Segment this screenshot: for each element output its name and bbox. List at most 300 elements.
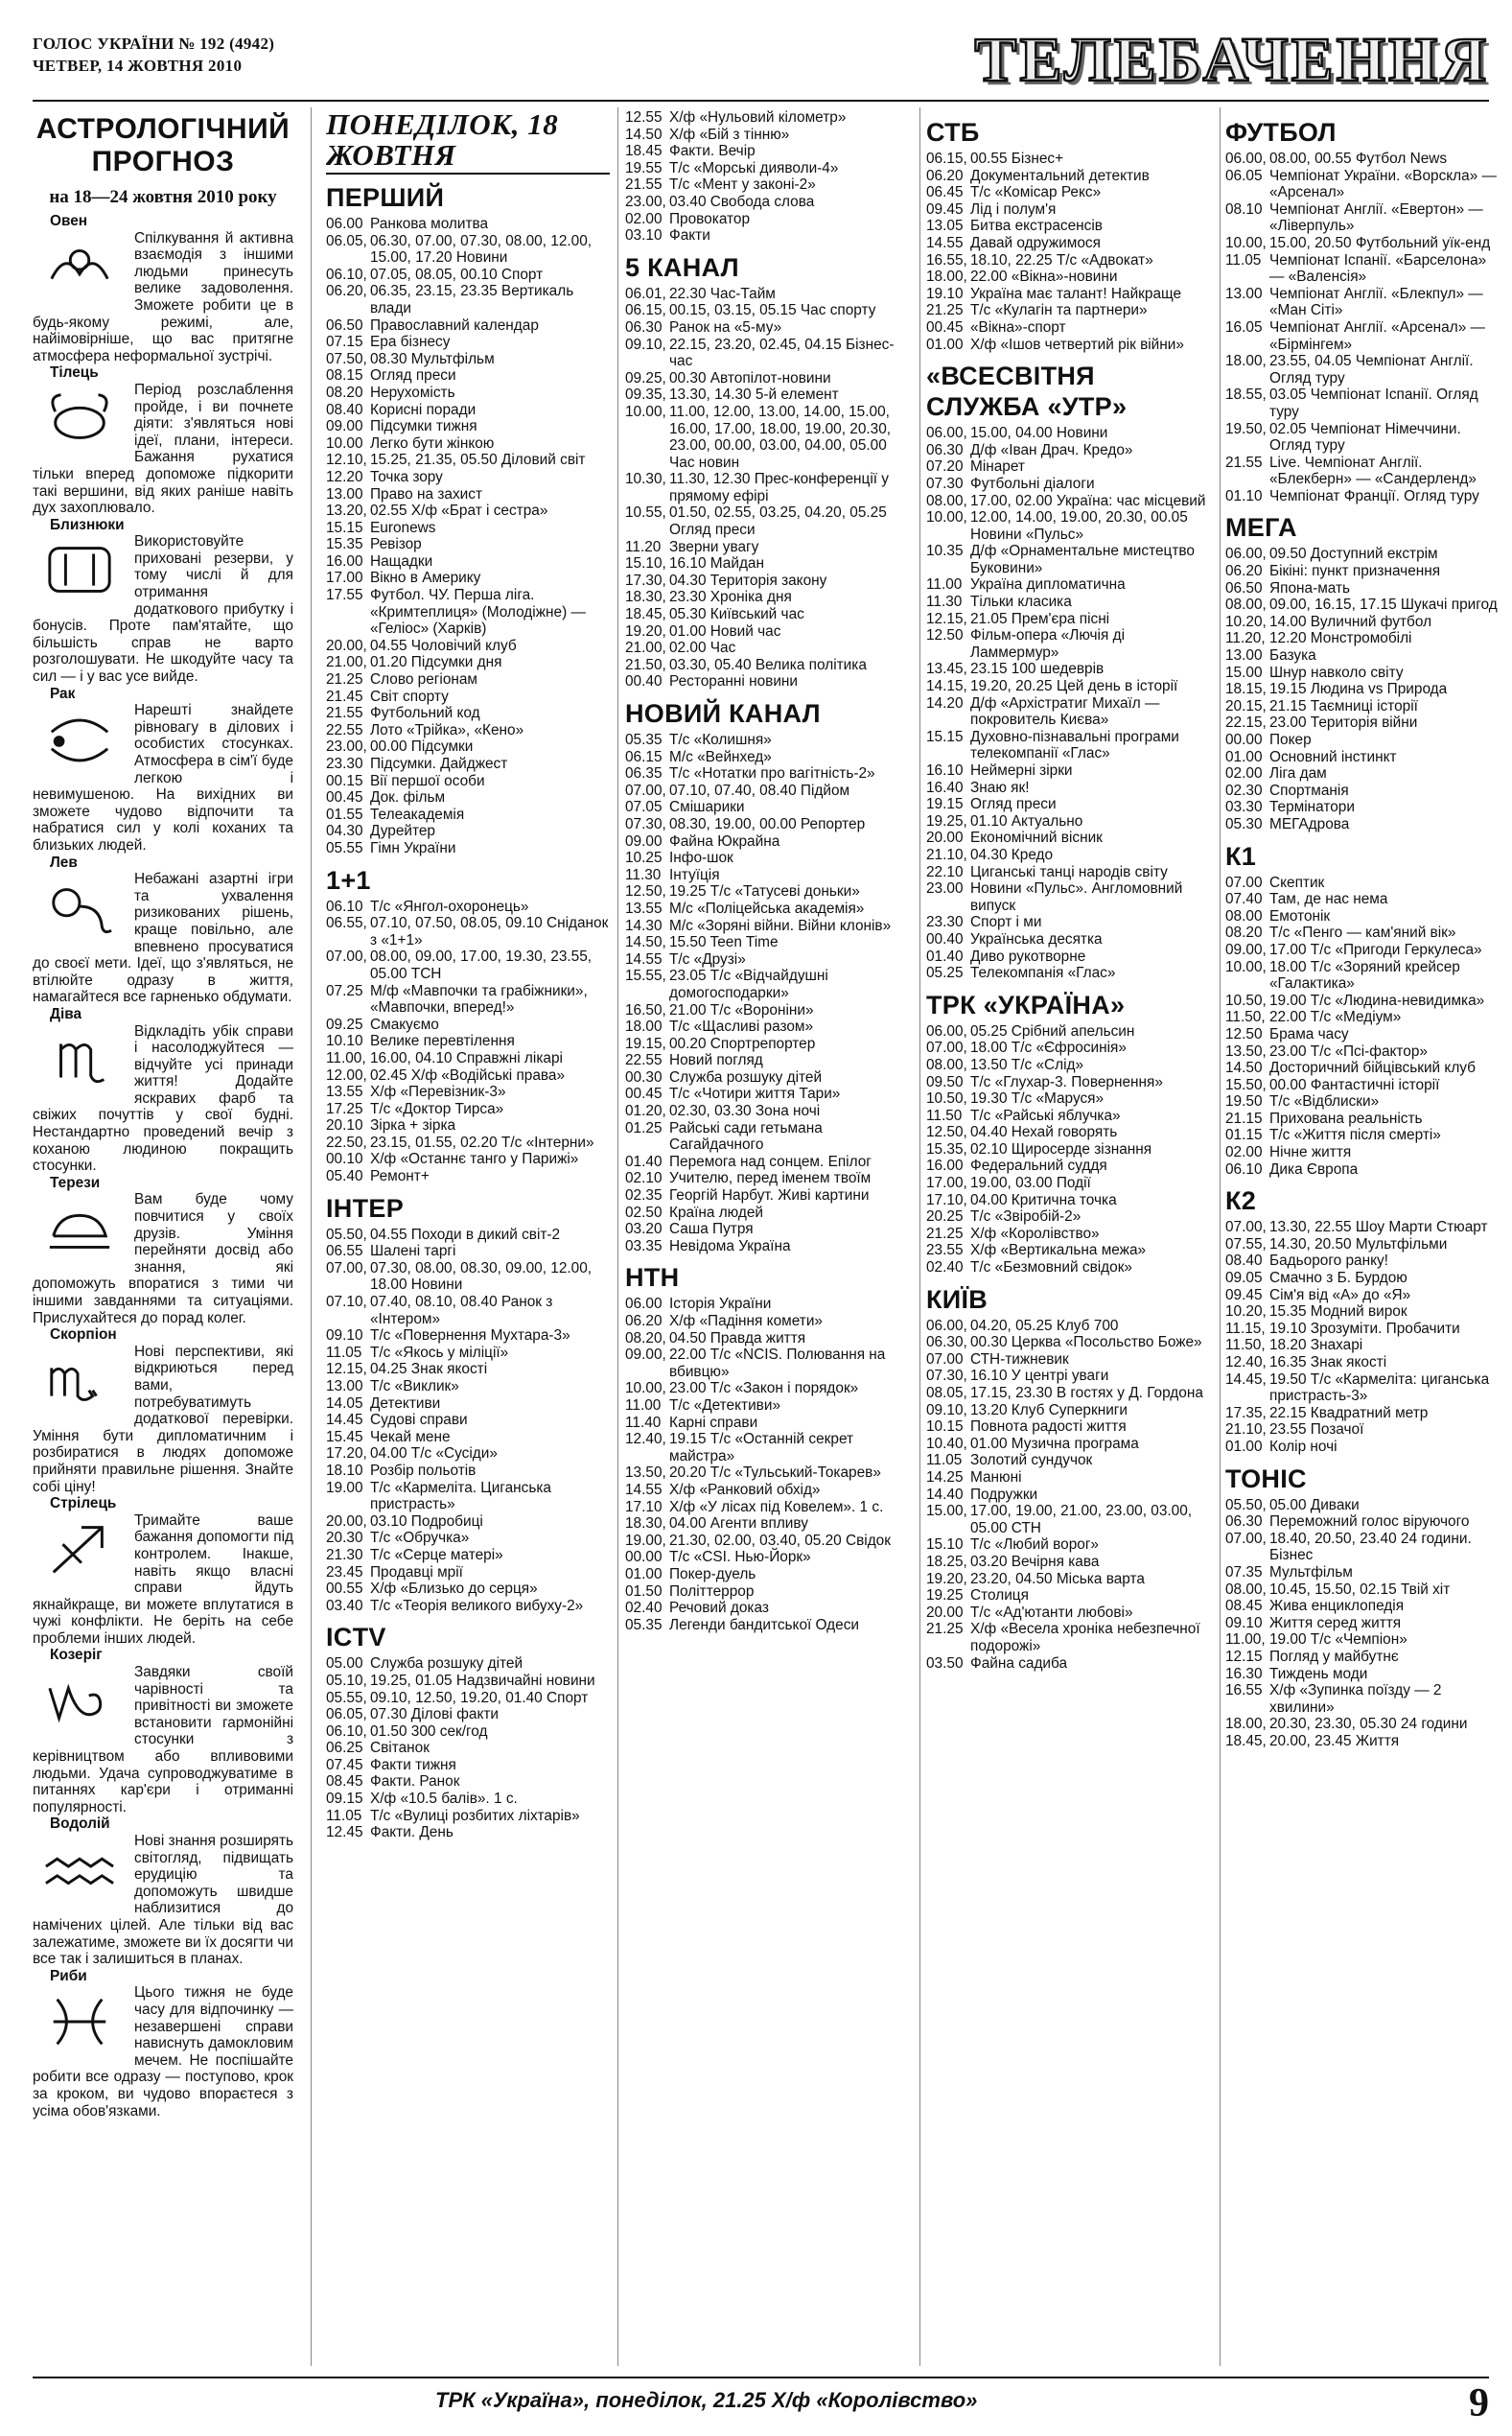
- program-time: 10.00: [326, 434, 363, 452]
- program-title: Неймерні зірки: [970, 762, 1073, 779]
- program-entry: [625, 850, 913, 867]
- program-entry: [1225, 799, 1498, 816]
- channel-list: [1225, 117, 1498, 1749]
- program-title: Повнота радості життя: [970, 1418, 1127, 1436]
- program-entry: [326, 1067, 610, 1085]
- program-time: 11.50,: [1225, 1009, 1266, 1026]
- program-time: 15.55,: [625, 968, 666, 985]
- zodiac-sign: [33, 213, 293, 364]
- program-title: Т/с «Доктор Тирса»: [370, 1100, 504, 1117]
- program-time: 08.20,: [625, 1329, 666, 1347]
- program-entry: [625, 816, 913, 833]
- program-time: 11.00,: [326, 1049, 366, 1066]
- program-entry: [326, 949, 610, 982]
- program-entry: [625, 1549, 913, 1566]
- zodiac-forecast: Нові перспективи, які відкриються перед вами, потребуватимуть додаткової перевірки. Уміння бути дипломатичним і розбиратися в людях допоможе прийняти правильне рішення. Знайте собі ціну!: [33, 1343, 293, 1495]
- program-time: 02.00: [625, 210, 663, 227]
- program-time: 09.35,: [625, 386, 666, 404]
- zodiac-sign: [33, 686, 293, 855]
- program-time: 15.15: [326, 519, 363, 536]
- program-entry: [926, 286, 1214, 303]
- program-title: 22.30 Час-Тайм: [669, 285, 776, 302]
- program-entry: [326, 435, 610, 453]
- program-time: 21.00,: [326, 654, 367, 671]
- program-entry: [625, 1347, 913, 1380]
- program-time: 23.45: [326, 1563, 363, 1581]
- program-title: 19.25 Т/с «Татусеві доньки»: [669, 883, 860, 901]
- program-time: 01.00: [1225, 748, 1263, 765]
- program-time: 21.30: [326, 1546, 363, 1563]
- program-entry: [326, 807, 610, 824]
- program-entry: [1225, 1236, 1498, 1253]
- program-title: 02.30, 03.30 Зона ночі: [669, 1103, 821, 1120]
- program-entry: [926, 337, 1214, 354]
- program-title: 18.40, 20.50, 23.40 24 години. Бізнес: [1269, 1530, 1472, 1564]
- program-entry: [326, 536, 610, 553]
- program-time: 00.00: [625, 1549, 663, 1566]
- program-entry: [926, 780, 1214, 797]
- program-time: 06.50: [1225, 579, 1263, 597]
- program-entry: [1225, 201, 1498, 235]
- astrology-column: [33, 109, 293, 2354]
- program-entry: [926, 1023, 1214, 1041]
- program-title: Давай одружимося: [970, 234, 1101, 251]
- program-entry: [1225, 1161, 1498, 1179]
- program-entry: [326, 1690, 610, 1707]
- program-entry: [926, 476, 1214, 493]
- program-title: Райські сади гетьмана Сагайдачного: [669, 1119, 823, 1154]
- program-entry: [926, 168, 1214, 185]
- program-time: 09.45: [926, 200, 964, 218]
- program-entry: [1225, 1219, 1498, 1236]
- program-entry: [625, 1120, 913, 1154]
- program-entry: [926, 1536, 1214, 1554]
- program-title: Т/с «Друзі»: [669, 950, 746, 968]
- day-heading: ПОНЕДІЛОК, 18 ЖОВТНЯ: [326, 109, 610, 175]
- program-title: Погляд у майбутнє: [1269, 1648, 1399, 1665]
- program-entry: [326, 705, 610, 722]
- program-entry: [1225, 1371, 1498, 1405]
- program-title: Інтуїція: [669, 866, 720, 883]
- program-entry: [926, 1604, 1214, 1622]
- program-time: 02.10: [625, 1170, 663, 1187]
- program-title: Факти. Ранок: [370, 1773, 460, 1791]
- program-title: 09.10, 12.50, 19.20, 01.40 Спорт: [370, 1689, 589, 1706]
- program-time: 03.50: [926, 1654, 964, 1672]
- channel-name: ФУТБОЛ: [1225, 118, 1337, 147]
- program-time: 13.00: [1225, 647, 1263, 665]
- program-time: 06.55: [326, 1243, 363, 1260]
- program-time: 18.30,: [625, 589, 666, 606]
- program-entry: [926, 1368, 1214, 1385]
- program-title: 01.10 Актуально: [970, 812, 1083, 830]
- program-entry: [1225, 488, 1498, 505]
- program-title: Факти. Вечір: [669, 143, 756, 160]
- program-time: 14.05: [326, 1394, 363, 1412]
- program-title: Ремонт+: [370, 1168, 430, 1185]
- program-time: 14.40: [926, 1486, 964, 1503]
- program-title: 17.00, 02.00 Україна: час місцевий: [970, 492, 1206, 509]
- program-entry: [625, 589, 913, 606]
- program-title: Основний інстинкт: [1269, 748, 1397, 765]
- program-title: 02.10 Щиросерде зізнання: [970, 1140, 1152, 1158]
- program-entry: [1225, 1009, 1498, 1026]
- zodiac-sign-name: Терези: [50, 1174, 101, 1191]
- program-title: 22.00 Т/с «NCIS. Полювання на вбивцю»: [669, 1347, 886, 1380]
- program-title: Футбольні діалоги: [970, 475, 1095, 492]
- program-time: 11.00,: [1225, 1631, 1266, 1649]
- program-entry: [326, 1084, 610, 1101]
- program-time: 07.40: [1225, 891, 1263, 908]
- program-entry: [326, 1547, 610, 1564]
- program-title: Факти тижня: [370, 1756, 456, 1773]
- program-time: 06.30,: [926, 1334, 967, 1351]
- program-title: 19.20, 20.25 Цей день в історії: [970, 678, 1178, 695]
- program-title: Тільки класика: [970, 594, 1072, 611]
- program-entry: [625, 1313, 913, 1330]
- program-time: 10.50,: [926, 1090, 967, 1108]
- program-title: Циганські танці народів світу: [970, 863, 1168, 880]
- program-entry: [926, 880, 1214, 914]
- program-time: 07.00,: [625, 782, 666, 799]
- program-time: 10.55,: [625, 504, 666, 522]
- channel-name: 1+1: [326, 865, 371, 895]
- program-time: 09.05: [1225, 1270, 1263, 1287]
- program-entry: [926, 1334, 1214, 1351]
- program-title: Т/с «Пенго — кам'яний вік»: [1269, 925, 1456, 942]
- program-time: 19.20,: [625, 622, 666, 640]
- program-entry: [625, 623, 913, 641]
- program-time: 05.00: [326, 1655, 363, 1673]
- program-time: 12.10,: [326, 452, 367, 469]
- program-time: 17.55: [326, 587, 363, 604]
- program-title: 02.55 Х/ф «Брат і сестра»: [370, 503, 548, 520]
- program-title: Судові справи: [370, 1412, 468, 1429]
- program-title: Світанок: [370, 1740, 430, 1757]
- program-entry: [326, 1395, 610, 1413]
- program-time: 13.00: [1225, 285, 1263, 302]
- program-title: Х/ф «Зупинка поїзду — 2 хвилини»: [1269, 1682, 1442, 1716]
- program-entry: [1225, 1405, 1498, 1422]
- program-title: Українська десятка: [970, 930, 1103, 948]
- program-time: 10.35: [926, 543, 964, 560]
- program-time: 06.45: [926, 184, 964, 201]
- program-title: 16.35 Знак якості: [1269, 1354, 1387, 1370]
- program-entry: [926, 1259, 1214, 1277]
- program-entry: [625, 1515, 913, 1533]
- program-entry: [326, 469, 610, 486]
- program-title: Жива енциклопедія: [1269, 1598, 1405, 1615]
- program-entry: [326, 1135, 610, 1152]
- program-entry: [625, 555, 913, 573]
- program-entry: [625, 673, 913, 691]
- program-time: 21.00,: [625, 640, 666, 657]
- program-time: 09.00,: [1225, 941, 1267, 958]
- zodiac-forecast: Спілкування й активна взаємодія з іншими людьми принесуть велике задоволення. Зможете робити це в будь-якому режимі, але, найімовірніше, що вас притягне атмосфера неформальної зустрічі.: [33, 229, 293, 364]
- program-entry: [326, 1598, 610, 1615]
- program-entry: [926, 678, 1214, 695]
- taurus-icon: [33, 384, 127, 455]
- program-title: Скептик: [1269, 874, 1325, 891]
- program-title: Фільм-опера «Лючія ді Ламмермур»: [970, 627, 1125, 661]
- program-title: Речовий доказ: [669, 1600, 769, 1617]
- channel-list: [625, 109, 913, 1633]
- program-entry: [926, 1469, 1214, 1487]
- program-time: 12.15,: [326, 1361, 367, 1378]
- program-entry: [926, 302, 1214, 319]
- program-title: 04.00 Агенти впливу: [669, 1515, 808, 1533]
- program-time: 18.10: [326, 1462, 363, 1479]
- program-title: Колір ночі: [1269, 1438, 1338, 1455]
- program-title: 23.00 Т/с «Закон і порядок»: [669, 1380, 859, 1397]
- program-entry: [625, 918, 913, 935]
- program-title: 16.10 Майдан: [669, 555, 764, 573]
- program-time: 05.50,: [1225, 1496, 1267, 1513]
- program-title: 19.30 Т/с «Маруся»: [970, 1090, 1105, 1108]
- program-entry: [1225, 1111, 1498, 1128]
- program-entry: [625, 1397, 913, 1415]
- program-time: 06.15,: [625, 302, 666, 319]
- program-entry: [926, 493, 1214, 510]
- program-entry: [326, 1513, 610, 1531]
- program-title: Т/с «Нотатки про вагітність-2»: [669, 765, 875, 783]
- program-title: Велике перевтілення: [370, 1033, 515, 1050]
- program-time: 11.20: [625, 538, 662, 555]
- program-title: Т/с «Чотири життя Тари»: [669, 1086, 841, 1103]
- zodiac-sign: [33, 1326, 293, 1495]
- program-time: 07.00,: [1225, 1530, 1267, 1547]
- cancer-icon: [33, 704, 127, 775]
- program-title: Україна дипломатична: [970, 576, 1126, 594]
- program-time: 06.10: [326, 898, 363, 915]
- program-title: 04.00 Критична точка: [970, 1191, 1117, 1208]
- program-time: 12.50: [926, 627, 964, 644]
- program-entry: [1225, 1253, 1498, 1270]
- zodiac-sign: [33, 1006, 293, 1175]
- program-entry: [625, 404, 913, 471]
- program-entry: [1225, 1026, 1498, 1043]
- program-time: 21.10,: [926, 846, 967, 863]
- program-entry: [1225, 732, 1498, 749]
- program-entry: [625, 194, 913, 211]
- issue-number: ГОЛОС УКРАЇНИ № 192 (4942): [33, 35, 275, 53]
- program-entry: [326, 452, 610, 469]
- program-entry: [625, 1170, 913, 1187]
- program-title: Футбол. ЧУ. Перша ліга. «Кримтеплиця» (Молодіжне) — «Геліос» (Харків): [370, 587, 586, 638]
- program-title: Ера бізнесу: [370, 334, 451, 351]
- program-time: 01.00: [625, 1565, 663, 1582]
- program-title: Х/ф «Весела хроніка небезпечної подорожі»: [970, 1621, 1200, 1654]
- program-time: 19.25,: [926, 812, 967, 830]
- program-entry: [1225, 1581, 1498, 1599]
- channel-name: ТОНІС: [1225, 1464, 1307, 1493]
- program-title: Православний календар: [370, 316, 539, 334]
- program-entry: [1225, 319, 1498, 353]
- program-entry: [1225, 908, 1498, 925]
- program-time: 07.00: [1225, 874, 1263, 891]
- zodiac-forecast: Завдяки своїй чарівності та привітності ви зможете встановити гармонійні стосунки з керівництвом або впливовими людьми. Удача супроводжуватиме в питаннях кар'єри і отриманні популярності.: [33, 1664, 293, 1815]
- program-time: 07.50,: [326, 350, 367, 367]
- program-time: 10.50,: [1225, 992, 1267, 1009]
- program-time: 14.50: [625, 126, 663, 143]
- program-entry: [1225, 1093, 1498, 1111]
- program-entry: [1225, 959, 1498, 993]
- channel-name: КИЇВ: [926, 1284, 989, 1314]
- program-time: 14.20: [926, 694, 964, 712]
- program-time: 14.30: [625, 917, 663, 934]
- program-entry: [326, 283, 610, 316]
- program-entry: [326, 1327, 610, 1345]
- program-title: М/с «Вейнхед»: [669, 748, 772, 765]
- program-time: 17.00: [326, 570, 363, 587]
- program-entry: [926, 695, 1214, 729]
- program-entry: [926, 458, 1214, 476]
- program-entry: [926, 1192, 1214, 1209]
- program-entry: [326, 689, 610, 706]
- program-title: 23.15, 01.55, 02.20 Т/с «Інтерни»: [370, 1134, 594, 1151]
- program-time: 06.00,: [1225, 151, 1267, 167]
- column-divider: [1220, 107, 1221, 2366]
- zodiac-sign-name: Близнюки: [50, 516, 125, 533]
- program-entry: [625, 1187, 913, 1205]
- program-entry: [926, 762, 1214, 780]
- program-entry: [926, 1621, 1214, 1654]
- program-title: 18.10, 22.25 Т/с «Адвокат»: [970, 251, 1153, 269]
- program-entry: [1225, 749, 1498, 766]
- program-time: 06.00,: [926, 1022, 967, 1040]
- program-time: 19.50,: [1225, 420, 1267, 437]
- program-time: 21.25: [926, 1621, 964, 1638]
- program-time: 06.20: [926, 167, 964, 184]
- program-title: Док. фільм: [370, 789, 446, 807]
- program-time: 14.50,: [625, 934, 666, 951]
- program-title: Лото «Трійка», «Кено»: [370, 721, 524, 738]
- program-time: 09.10,: [926, 1401, 967, 1418]
- program-title: М/ф «Мавпочки та грабіжники», «Мавпочки, вперед!»: [370, 982, 588, 1017]
- program-title: Легко бути жінкою: [370, 434, 495, 452]
- program-title: Х/ф «У лісах під Ковелем». 1 с.: [669, 1498, 884, 1515]
- program-time: 11.05: [326, 1344, 362, 1361]
- program-entry: [1225, 875, 1498, 892]
- program-time: 05.10,: [326, 1672, 367, 1689]
- program-time: 16.00: [926, 1158, 964, 1175]
- zodiac-sign: [33, 1495, 293, 1647]
- program-entry: [926, 235, 1214, 252]
- program-time: 06.55,: [326, 915, 367, 932]
- program-entry: [625, 386, 913, 404]
- program-entry: [326, 1655, 610, 1673]
- program-time: 17.20,: [326, 1445, 367, 1463]
- program-entry: [1225, 1354, 1498, 1371]
- program-time: 11.05: [326, 1807, 362, 1824]
- program-title: Т/с «Звіробій-2»: [970, 1208, 1082, 1226]
- program-time: 13.55: [326, 1084, 363, 1101]
- program-title: 00.55 Бізнес+: [970, 151, 1064, 167]
- program-time: 09.45: [1225, 1286, 1263, 1303]
- program-time: 20.00,: [326, 637, 367, 654]
- program-title: Підсумки тижня: [370, 418, 477, 435]
- program-time: 17.10,: [926, 1191, 967, 1208]
- program-entry: [625, 227, 913, 245]
- program-title: 21.00 Т/с «Вороніни»: [669, 1001, 814, 1019]
- program-title: 01.50 300 сек/год: [370, 1722, 488, 1740]
- program-title: 05.25 Срібний апельсин: [970, 1022, 1135, 1040]
- program-entry: [1225, 993, 1498, 1010]
- zodiac-sign-name: Діва: [50, 1005, 82, 1022]
- page-number: 9: [1469, 2381, 1489, 2425]
- program-title: 08.00, 00.55 Футбол News: [1269, 151, 1448, 167]
- program-entry: [625, 657, 913, 674]
- program-entry: [625, 539, 913, 556]
- program-title: Тиждень моди: [1269, 1665, 1368, 1682]
- program-entry: [926, 1385, 1214, 1402]
- program-title: Телекомпанія «Глас»: [970, 965, 1116, 982]
- program-title: 21.30, 02.00, 03.40, 05.20 Свідок: [669, 1532, 891, 1549]
- program-title: Смачно з Б. Бурдою: [1269, 1270, 1407, 1287]
- program-title: Точка зору: [370, 468, 443, 485]
- program-time: 23.30: [926, 914, 964, 931]
- program-title: 04.20, 05.25 Клуб 700: [970, 1317, 1119, 1334]
- program-entry: [326, 1050, 610, 1067]
- program-time: 11.50: [926, 1107, 963, 1124]
- program-title: 20.00, 23.45 Життя: [1269, 1732, 1400, 1749]
- program-title: Т/с «Обручка»: [370, 1530, 470, 1547]
- program-title: Саша Путря: [669, 1221, 754, 1238]
- zodiac-forecast: Вам буде чому повчитися у своїх друзів. Уміння перейняти досвід або знання, які допоможуть впоратися з тими чи іншими завданнями та ситуаціями. Прислухайтеся до порад колег.: [33, 1191, 293, 1326]
- program-time: 00.00: [1225, 732, 1263, 748]
- program-entry: [926, 576, 1214, 594]
- program-title: Т/с «Кармеліта. Циганська пристрасть»: [370, 1479, 551, 1513]
- program-title: 20.30, 23.30, 05.30 24 години: [1269, 1716, 1468, 1733]
- program-title: Чемпіонат Франції. Огляд туру: [1269, 487, 1479, 504]
- program-title: 17.00 Т/с «Пригоди Геркулеса»: [1269, 941, 1482, 958]
- program-time: 21.15: [1225, 1110, 1263, 1127]
- program-title: Шалені таргі: [370, 1243, 456, 1260]
- program-time: 08.15: [326, 367, 363, 385]
- program-entry: [1225, 647, 1498, 665]
- program-title: Нащадки: [370, 552, 433, 570]
- program-title: Х/ф «Перевізник-3»: [370, 1084, 506, 1101]
- program-time: 06.10,: [326, 1722, 367, 1740]
- program-entry: [926, 509, 1214, 543]
- channel-name: ТРК «УКРАЇНА»: [926, 990, 1126, 1019]
- program-entry: [1225, 353, 1498, 386]
- program-time: 11.40: [625, 1414, 662, 1431]
- footer-promo: ТРК «Україна», понеділок, 21.25 Х/ф «Королівство»: [435, 2388, 978, 2412]
- program-time: 13.20,: [326, 503, 367, 520]
- program-title: Базука: [1269, 647, 1316, 665]
- capricorn-icon: [33, 1666, 127, 1737]
- program-entry: [625, 1380, 913, 1397]
- program-time: 19.00,: [625, 1532, 666, 1549]
- program-entry: [1225, 580, 1498, 597]
- program-time: 22.55: [625, 1052, 663, 1069]
- program-entry: [625, 1600, 913, 1617]
- scorpio-icon: [33, 1346, 127, 1417]
- program-title: Життя серед життя: [1269, 1614, 1402, 1631]
- astrology-dates: на 18—24 жовтня 2010 року: [49, 187, 277, 207]
- program-entry: [326, 1773, 610, 1791]
- program-time: 00.10: [326, 1151, 363, 1168]
- program-time: 18.30,: [625, 1515, 666, 1533]
- program-title: 00.30 Автопілот-новини: [669, 369, 831, 386]
- program-entry: [625, 337, 913, 370]
- program-entry: [1225, 1270, 1498, 1287]
- program-entry: [326, 722, 610, 739]
- channel-name: НОВИЙ КАНАЛ: [625, 699, 821, 728]
- program-time: 06.30: [926, 441, 964, 458]
- program-title: Т/с «Колишня»: [669, 732, 772, 748]
